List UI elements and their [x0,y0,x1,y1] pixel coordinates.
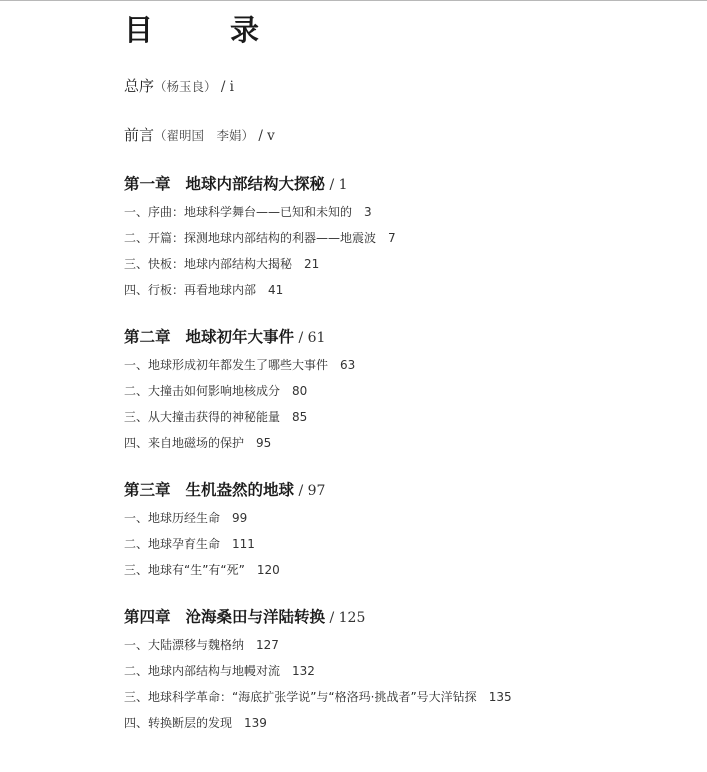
toc-entry[interactable] [124,636,279,653]
entry-text: 二、开篇：探测地球内部结构的利器——地震波 [124,231,377,245]
entry-text: 一、序曲：地球科学舞台——已知和未知的 [124,205,353,219]
toc-title: 目 录 [124,13,284,47]
toc-entry[interactable] [124,509,247,526]
toc-entry[interactable] [124,255,319,272]
entry-page: 95 [256,436,272,450]
entry-page: 63 [340,358,356,372]
front-matter-separator: / [254,128,268,144]
entry-page: 85 [292,410,308,424]
entry-page: 120 [256,563,280,577]
chapter-page: / 61 [294,330,326,346]
toc-entry[interactable] [124,714,267,731]
front-matter-page: v [267,128,275,144]
toc-entry[interactable] [124,662,315,679]
front-matter-author: （翟明国 李娟） [154,128,255,143]
entry-page: 99 [232,511,248,525]
entry-page: 41 [268,283,284,297]
chapter-heading-3[interactable] [124,478,325,500]
entry-page: 135 [488,690,512,704]
toc-entry[interactable] [124,408,307,425]
entry-text: 三、地球科学革命：“海底扩张学说”与“格洛玛·挑战者”号大洋钻探 [124,690,477,704]
toc-entry[interactable] [124,203,372,220]
chapter-page: / 125 [325,610,366,626]
entry-page: 132 [292,664,315,678]
chapter-name: 沧海桑田与洋陆转换 [185,607,326,626]
entry-page: 7 [388,231,396,245]
chapter-page: / 97 [294,483,326,499]
chapter-label: 第四章 [124,607,171,626]
entry-text: 四、来自地磁场的保护 [124,436,245,450]
entry-page: 127 [256,638,279,652]
toc-entry[interactable] [124,535,255,552]
entry-page: 3 [364,205,372,219]
chapter-label: 第二章 [124,327,171,346]
chapter-heading-2[interactable] [124,325,325,347]
entry-text: 一、地球形成初年都发生了哪些大事件 [124,358,329,372]
toc-entry[interactable] [124,356,355,373]
page-top-rule [0,0,707,1]
toc-entry[interactable] [124,382,307,399]
toc-entry[interactable] [124,688,512,705]
entry-text: 二、地球孕育生命 [124,537,221,551]
chapter-heading-4[interactable] [124,605,365,627]
entry-text: 三、地球有“生”有“死” [124,563,245,577]
toc-entry[interactable] [124,561,280,578]
entry-text: 二、地球内部结构与地幔对流 [124,664,281,678]
entry-text: 三、快板：地球内部结构大揭秘 [124,257,293,271]
front-matter-label: 总序 [124,77,155,95]
chapter-label: 第一章 [124,174,171,193]
chapter-label: 第三章 [124,480,171,499]
entry-text: 二、大撞击如何影响地核成分 [124,384,281,398]
chapter-name: 地球初年大事件 [185,327,295,346]
entry-text: 三、从大撞击获得的神秘能量 [124,410,281,424]
front-matter-preface-general[interactable] [124,75,234,96]
front-matter-author: （杨玉良） [154,79,217,94]
toc-entry[interactable] [124,229,396,246]
entry-text: 一、大陆漂移与魏格纳 [124,638,245,652]
entry-page: 111 [232,537,255,551]
toc-entry[interactable] [124,434,271,451]
chapter-page: / 1 [325,177,348,193]
entry-text: 一、地球历经生命 [124,511,221,525]
entry-text: 四、行板：再看地球内部 [124,283,257,297]
front-matter-page: i [229,79,234,95]
chapter-name: 生机盎然的地球 [185,480,295,499]
entry-page: 139 [244,716,267,730]
front-matter-separator: / [216,79,230,95]
entry-text: 四、转换断层的发现 [124,716,233,730]
toc-entry[interactable] [124,281,283,298]
chapter-name: 地球内部结构大探秘 [185,174,326,193]
front-matter-foreword[interactable] [124,124,275,145]
entry-page: 21 [304,257,320,271]
front-matter-label: 前言 [124,126,155,144]
entry-page: 80 [292,384,308,398]
chapter-heading-1[interactable] [124,172,348,194]
